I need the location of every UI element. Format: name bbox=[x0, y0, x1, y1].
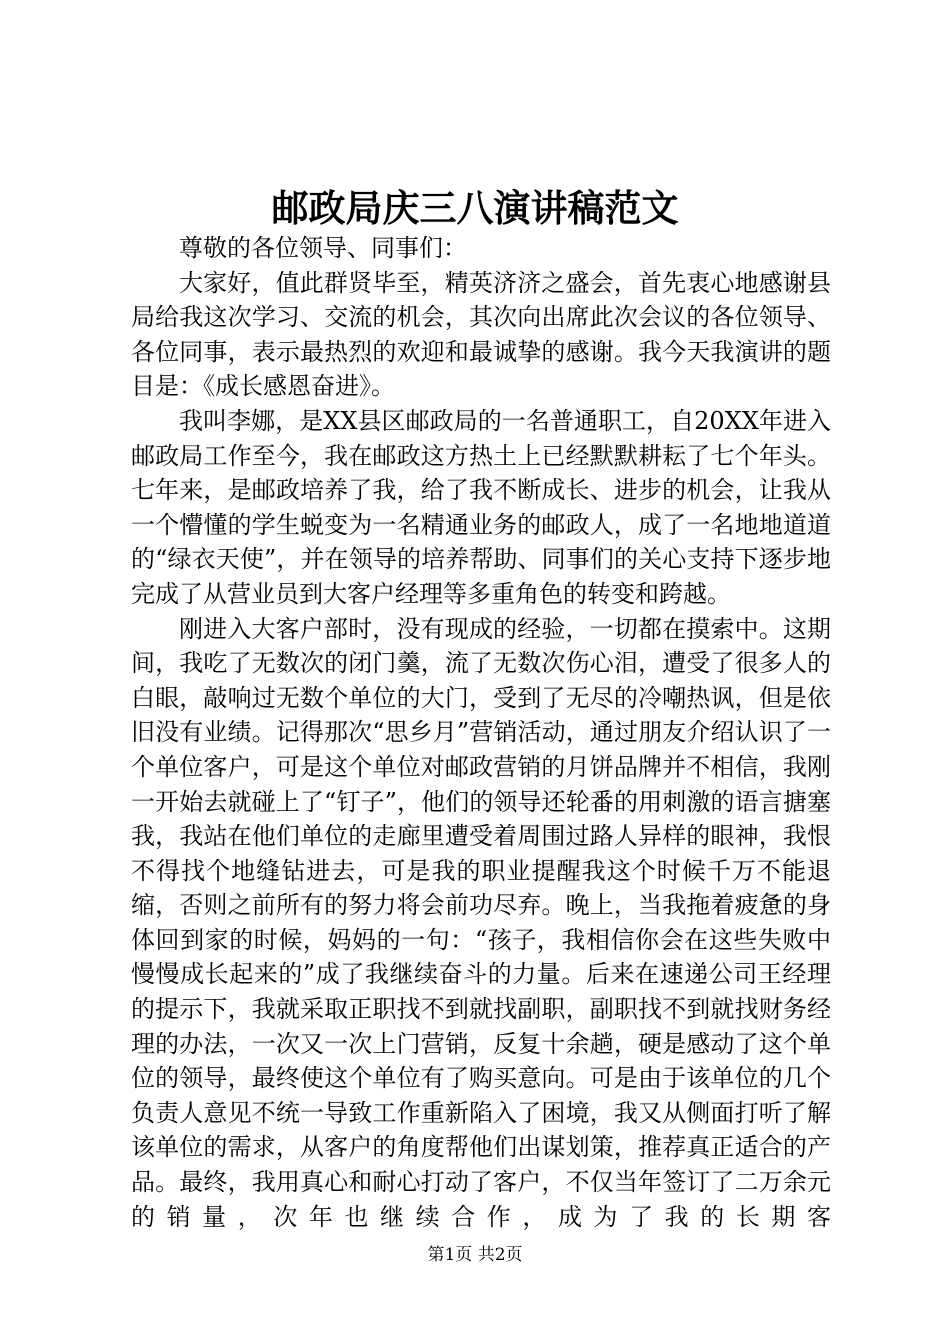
document-body bbox=[131, 231, 831, 1234]
document-title: 邮政局庆三八演讲稿范文 bbox=[271, 186, 679, 230]
body-paragraph: 刚进入大客户部时，没有现成的经验，一切都在摸索中。这期间，我吃了无数次的闭门羹，流了无数次伤心泪，遭受了很多人的白眼，敲响过无数个单位的大门，受到了无尽的冷嘲热讽，但是依旧没有业绩。记得那次“思乡月”营销活动，通过朋友介绍认识了一个单位客户，可是这个单位对邮政营销的月饼品牌并不相信，我刚一开始去就碰上了“钉子”，他们的领导还轮番的用刺激的语言搪塞我，我站在他们单位的走廊里遭受着周围过路人异样的眼神，我恨不得找个地缝钻进去，可是我的职业提醒我这个时候千万不能退缩，否则之前所有的努力将会前功尽弃。晚上，当我拖着疲惫的身体回到家的时候，妈妈的一句：“孩子，我相信你会在这些失败中慢慢成长起来的”成了我继续奋斗的力量。后来在速递公司王经理的提示下，我就采取正职找不到就找副职，副职找不到就找财务经理的办法，一次又一次上门营销，反复十余趟，硬是感动了这个单位的领导，最终使这个单位有了购买意向。可是由于该单位的几个负责人意见不统一导致工作重新陷入了困境，我又从侧面打听了解该单位的需求，从客户的角度帮他们出谋划策，推荐真正适合的产品。最终，我用真心和耐心打动了客户，不仅当年签订了二万余元的销量，次年也继续合作，成为了我的长期客 bbox=[131, 614, 831, 1231]
page-footer: 第1页 共2页 bbox=[427, 1245, 523, 1265]
salutation-paragraph: 尊敬的各位领导、同事们： bbox=[179, 234, 467, 262]
body-paragraph: 大家好，值此群贤毕至，精英济济之盛会，首先衷心地感谢县局给我这次学习、交流的机会，其次向出席此次会议的各位领导、各位同事，表示最热烈的欢迎和最诚挚的感谢。我今天我演讲的题目是：《成长感恩奋进》。 bbox=[131, 268, 831, 401]
body-paragraph: 我叫李娜，是XX县区邮政局的一名普通职工，自20XX年进入邮政局工作至今，我在邮政这方热土上已经默默耕耘了七个年头。七年来，是邮政培养了我，给了我不断成长、进步的机会，让我从一个懵懂的学生蜕变为一名精通业务的邮政人，成了一名地地道道的“绿衣天使”，并在领导的培养帮助、同事们的关心支持下逐步地完成了从营业员到大客户经理等多重角色的转变和跨越。 bbox=[131, 406, 831, 608]
